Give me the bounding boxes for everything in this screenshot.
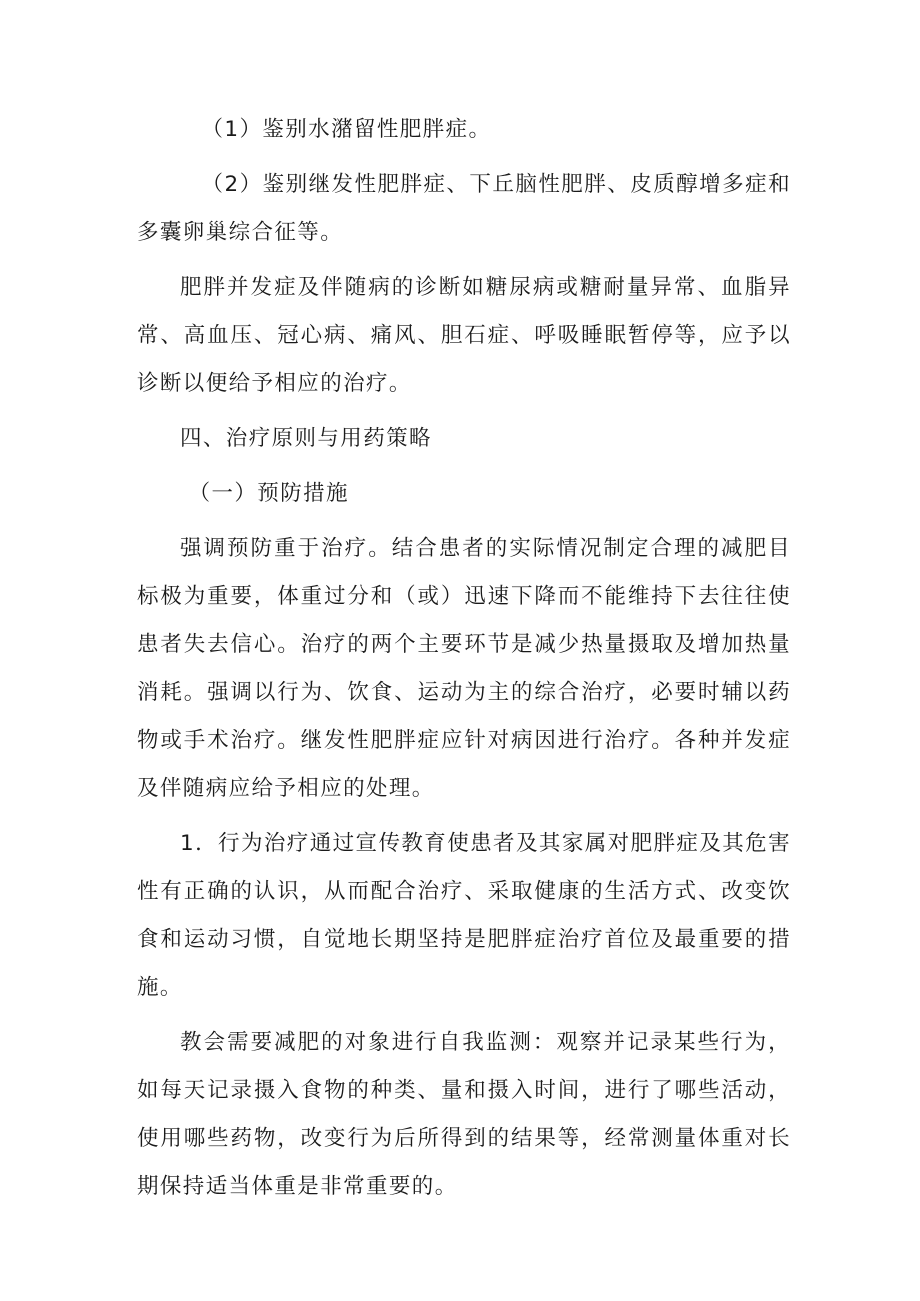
- paragraph-prevention: 强调预防重于治疗。结合患者的实际情况制定合理的减肥目标极为重要，体重过分和（或）迅速下降而不能维持下去往往使患者失去信心。治疗的两个主要环节是减少热量摄取及增加热量消耗。强调以行为、饮食、运动为主的综合治疗，必要时辅以药物或手术治疗。继发性肥胖症应针对病因进行治疗。各种并发症及伴随病应给予相应的处理。: [137, 536, 791, 801]
- document-body: [137, 106, 791, 1218]
- subsection-heading-prevention: （一）预防措施: [188, 481, 349, 506]
- paragraph-behavioral-therapy: 1．行为治疗通过宣传教育使患者及其家属对肥胖症及其危害性有正确的认识，从而配合治疗、采取健康的生活方式、改变饮食和运动习惯，自觉地长期坚持是肥胖症治疗首位及最重要的措施。: [137, 831, 791, 1000]
- paragraph-complications: 肥胖并发症及伴随病的诊断如糖尿病或糖耐量异常、血脂异常、高血压、冠心病、痛风、胆石症、呼吸睡眠暂停等，应予以诊断以便给予相应的治疗。: [137, 275, 791, 396]
- paragraph-self-monitoring: 教会需要减肥的对象进行自我监测：观察并记录某些行为，如每天记录摄入食物的种类、量和摄入时间，进行了哪些活动，使用哪些药物，改变行为后所得到的结果等，经常测量体重对长期保持适当体重是非常重要的。: [137, 1030, 791, 1199]
- paragraph-differential-2: （2）鉴别继发性肥胖症、下丘脑性肥胖、皮质醇增多症和多囊卵巢综合征等。: [137, 172, 791, 245]
- paragraph-differential-1: （1）鉴别水潴留性肥胖症。: [201, 117, 492, 142]
- section-heading-treatment: 四、治疗原则与用药策略: [180, 426, 432, 451]
